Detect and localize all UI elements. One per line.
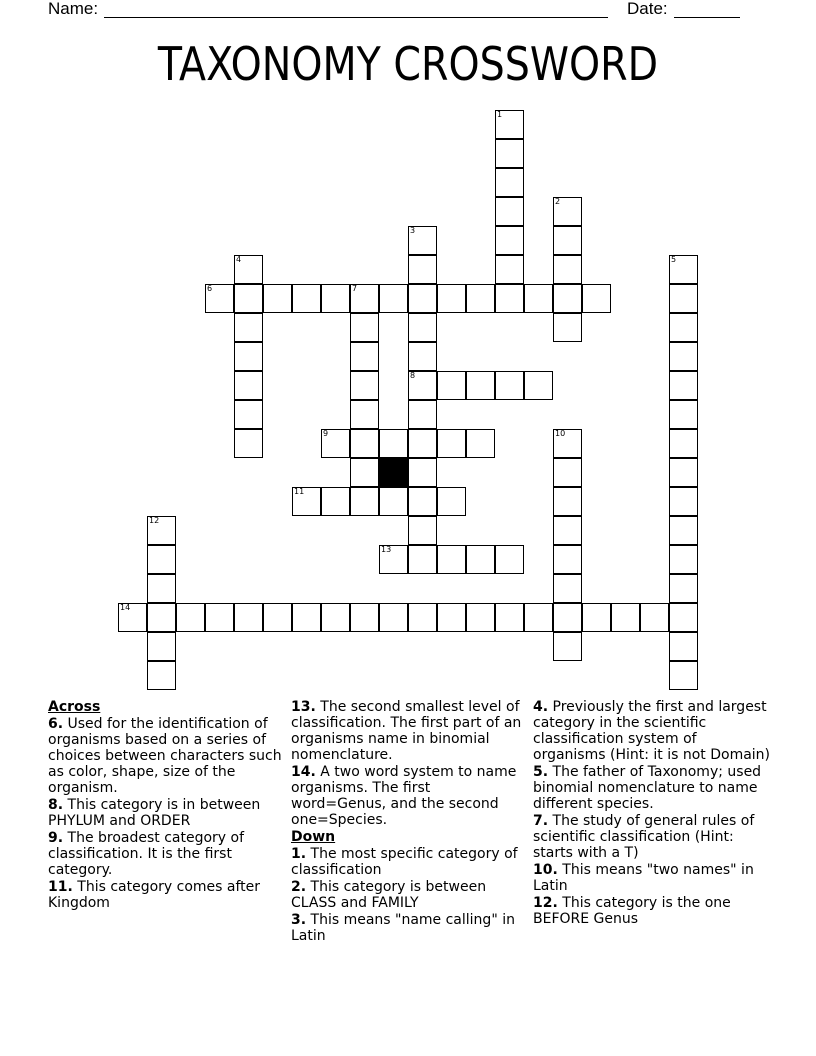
clue-number: 3. [291, 912, 307, 928]
crossword-cell[interactable] [582, 284, 611, 313]
crossword-cell[interactable] [553, 226, 582, 255]
clue-number: 2. [291, 879, 307, 895]
clue-down-5 [533, 764, 773, 812]
clue-text: This category is the one BEFORE Genus [533, 895, 731, 927]
clue-number: 8. [48, 797, 64, 813]
crossword-cell[interactable] [669, 371, 698, 400]
crossword-cell[interactable] [669, 574, 698, 603]
crossword-cell[interactable] [495, 110, 524, 139]
crossword-cell[interactable] [263, 284, 292, 313]
crossword-cell[interactable] [321, 429, 350, 458]
clue-number: 5. [533, 764, 549, 780]
crossword-cell[interactable] [321, 603, 350, 632]
clue-number: 14. [291, 764, 316, 780]
cell-number: 12 [149, 516, 160, 525]
crossword-cell[interactable] [524, 371, 553, 400]
crossword-cell[interactable] [234, 429, 263, 458]
crossword-cell[interactable] [147, 632, 176, 661]
clue-text: Used for the identification of organisms based on a series of choices between characters such as color, shape, size of the organism. [48, 716, 282, 796]
clue-down-2 [291, 879, 523, 911]
clue-across-14 [291, 764, 523, 828]
crossword-cell[interactable] [408, 342, 437, 371]
crossword-cell[interactable] [408, 545, 437, 574]
down-heading: Down [291, 829, 336, 845]
crossword-cell[interactable] [524, 603, 553, 632]
cell-number: 2 [555, 197, 561, 206]
crossword-cell[interactable] [669, 429, 698, 458]
crossword-cell[interactable] [553, 516, 582, 545]
cell-number: 6 [207, 284, 213, 293]
crossword-cell[interactable] [553, 313, 582, 342]
crossword-cell[interactable] [553, 545, 582, 574]
crossword-cell[interactable] [669, 545, 698, 574]
crossword-cell[interactable] [466, 545, 495, 574]
cell-number: 8 [410, 371, 416, 380]
crossword-cell[interactable] [437, 429, 466, 458]
clue-down-3 [291, 912, 523, 944]
crossword-cell[interactable] [350, 400, 379, 429]
crossword-cell[interactable] [379, 487, 408, 516]
clue-number: 1. [291, 846, 307, 862]
cell-number: 14 [120, 603, 131, 612]
crossword-cell[interactable] [553, 429, 582, 458]
clue-number: 12. [533, 895, 558, 911]
date-label: Date: [627, 0, 668, 18]
crossword-cell[interactable] [350, 284, 379, 313]
crossword-cell[interactable] [176, 603, 205, 632]
across-heading: Across [48, 699, 101, 715]
cell-number: 11 [294, 487, 305, 496]
clues-column-2 [291, 699, 523, 945]
crossword-cell[interactable] [437, 545, 466, 574]
crossword-cell[interactable] [669, 516, 698, 545]
crossword-cell[interactable] [292, 603, 321, 632]
crossword-cell[interactable] [321, 284, 350, 313]
crossword-cell[interactable] [292, 284, 321, 313]
crossword-cell[interactable] [147, 603, 176, 632]
crossword-cell[interactable] [350, 342, 379, 371]
crossword-cell[interactable] [669, 255, 698, 284]
cell-number: 3 [410, 226, 416, 235]
crossword-cell[interactable] [495, 197, 524, 226]
clue-text: The most specific category of classification [291, 846, 518, 878]
crossword-cell[interactable] [147, 545, 176, 574]
clues-column-3 [533, 699, 773, 928]
crossword-cell[interactable] [205, 603, 234, 632]
clue-text: The study of general rules of scientific classification (Hint: starts with a T) [533, 813, 755, 861]
crossword-cell[interactable] [408, 226, 437, 255]
crossword-cell[interactable] [466, 603, 495, 632]
clue-down-12 [533, 895, 773, 927]
blocked-cell [379, 458, 408, 487]
crossword-cell[interactable] [234, 371, 263, 400]
crossword-cell[interactable] [553, 458, 582, 487]
crossword-cell[interactable] [379, 284, 408, 313]
crossword-cell[interactable] [495, 255, 524, 284]
crossword-cell[interactable] [466, 429, 495, 458]
cell-number: 4 [236, 255, 242, 264]
crossword-cell[interactable] [408, 255, 437, 284]
clue-number: 6. [48, 716, 64, 732]
crossword-cell[interactable] [495, 284, 524, 313]
clue-across-11 [48, 879, 282, 911]
clues-column-1 [48, 699, 282, 912]
crossword-cell[interactable] [611, 603, 640, 632]
clue-across-6 [48, 716, 282, 796]
crossword-cell[interactable] [118, 603, 147, 632]
clue-number: 13. [291, 699, 316, 715]
crossword-cell[interactable] [379, 429, 408, 458]
crossword-cell[interactable] [495, 168, 524, 197]
clue-text: This means "two names" in Latin [533, 862, 754, 894]
crossword-cell[interactable] [379, 545, 408, 574]
crossword-cell[interactable] [669, 313, 698, 342]
crossword-cell[interactable] [582, 603, 611, 632]
crossword-cell[interactable] [408, 458, 437, 487]
clue-across-13 [291, 699, 523, 763]
crossword-cell[interactable] [408, 603, 437, 632]
crossword-cell[interactable] [350, 603, 379, 632]
crossword-cell[interactable] [437, 371, 466, 400]
crossword-cell[interactable] [408, 371, 437, 400]
clue-text: A two word system to name organisms. The first word=Genus, and the second one=Species. [291, 764, 517, 828]
crossword-cell[interactable] [669, 661, 698, 690]
crossword-cell[interactable] [350, 458, 379, 487]
crossword-cell[interactable] [640, 603, 669, 632]
crossword-cell[interactable] [408, 429, 437, 458]
crossword-cell[interactable] [669, 487, 698, 516]
clue-text: The second smallest level of classification. The first part of an organisms name in binomial nomenclature. [291, 699, 522, 763]
crossword-cell[interactable] [553, 632, 582, 661]
crossword-cell[interactable] [408, 313, 437, 342]
crossword-cell[interactable] [408, 400, 437, 429]
cell-number: 5 [671, 255, 677, 264]
crossword-cell[interactable] [669, 603, 698, 632]
clue-number: 11. [48, 879, 73, 895]
crossword-cell[interactable] [263, 603, 292, 632]
crossword-cell[interactable] [234, 342, 263, 371]
clue-down-7 [533, 813, 773, 861]
crossword-cell[interactable] [669, 400, 698, 429]
crossword-cell[interactable] [147, 516, 176, 545]
crossword-cell[interactable] [669, 284, 698, 313]
clue-text: This means "name calling" in Latin [291, 912, 515, 944]
crossword-cell[interactable] [669, 632, 698, 661]
crossword-cell[interactable] [234, 255, 263, 284]
clue-number: 7. [533, 813, 549, 829]
clue-across-8 [48, 797, 282, 829]
clue-text: This category is between CLASS and FAMILY [291, 879, 487, 911]
cell-number: 10 [555, 429, 566, 438]
clue-down-1 [291, 846, 523, 878]
crossword-cell[interactable] [495, 371, 524, 400]
crossword-cell[interactable] [350, 371, 379, 400]
crossword-cell[interactable] [495, 226, 524, 255]
crossword-cell[interactable] [408, 487, 437, 516]
crossword-cell[interactable] [350, 429, 379, 458]
crossword-cell[interactable] [669, 342, 698, 371]
crossword-cell[interactable] [466, 284, 495, 313]
crossword-cell[interactable] [495, 603, 524, 632]
crossword-cell[interactable] [495, 545, 524, 574]
crossword-cell[interactable] [553, 284, 582, 313]
name-label: Name: [48, 0, 99, 18]
crossword-cell[interactable] [292, 487, 321, 516]
crossword-cell[interactable] [553, 197, 582, 226]
crossword-cell[interactable] [234, 603, 263, 632]
crossword-cell[interactable] [466, 371, 495, 400]
crossword-cell[interactable] [350, 487, 379, 516]
page-title: TAXONOMY CROSSWORD [157, 37, 659, 91]
crossword-cell[interactable] [437, 487, 466, 516]
crossword-cell[interactable] [234, 400, 263, 429]
cell-number: 13 [381, 545, 392, 554]
crossword-cell[interactable] [379, 603, 408, 632]
crossword-cell[interactable] [553, 574, 582, 603]
cell-number: 1 [497, 110, 503, 119]
crossword-cell[interactable] [553, 487, 582, 516]
clue-number: 9. [48, 830, 64, 846]
crossword-cell[interactable] [437, 603, 466, 632]
crossword-cell[interactable] [234, 284, 263, 313]
crossword-cell[interactable] [147, 661, 176, 690]
crossword-cell[interactable] [437, 284, 466, 313]
clue-text: This category is in between PHYLUM and ORDER [48, 797, 261, 829]
crossword-cell[interactable] [495, 139, 524, 168]
clue-text: Previously the first and largest category in the scientific classification system of organisms (Hint: it is not Domain) [533, 699, 771, 763]
crossword-cell[interactable] [350, 313, 379, 342]
crossword-cell[interactable] [408, 284, 437, 313]
crossword-cell[interactable] [408, 516, 437, 545]
crossword-cell[interactable] [147, 574, 176, 603]
clue-text: The father of Taxonomy; used binomial nomenclature to name different species. [533, 764, 762, 812]
crossword-cell[interactable] [234, 313, 263, 342]
clue-down-4 [533, 699, 773, 763]
clue-text: The broadest category of classification. It is the first category. [48, 830, 245, 878]
clue-across-9 [48, 830, 282, 878]
crossword-cell[interactable] [553, 255, 582, 284]
clue-number: 4. [533, 699, 549, 715]
crossword-cell[interactable] [321, 487, 350, 516]
crossword-cell[interactable] [669, 458, 698, 487]
crossword-cell[interactable] [553, 603, 582, 632]
cell-number: 9 [323, 429, 329, 438]
crossword-cell[interactable] [205, 284, 234, 313]
clue-number: 10. [533, 862, 558, 878]
crossword-cell[interactable] [524, 284, 553, 313]
clue-text: This category comes after Kingdom [48, 879, 261, 911]
cell-number: 7 [352, 284, 358, 293]
clue-down-10 [533, 862, 773, 894]
